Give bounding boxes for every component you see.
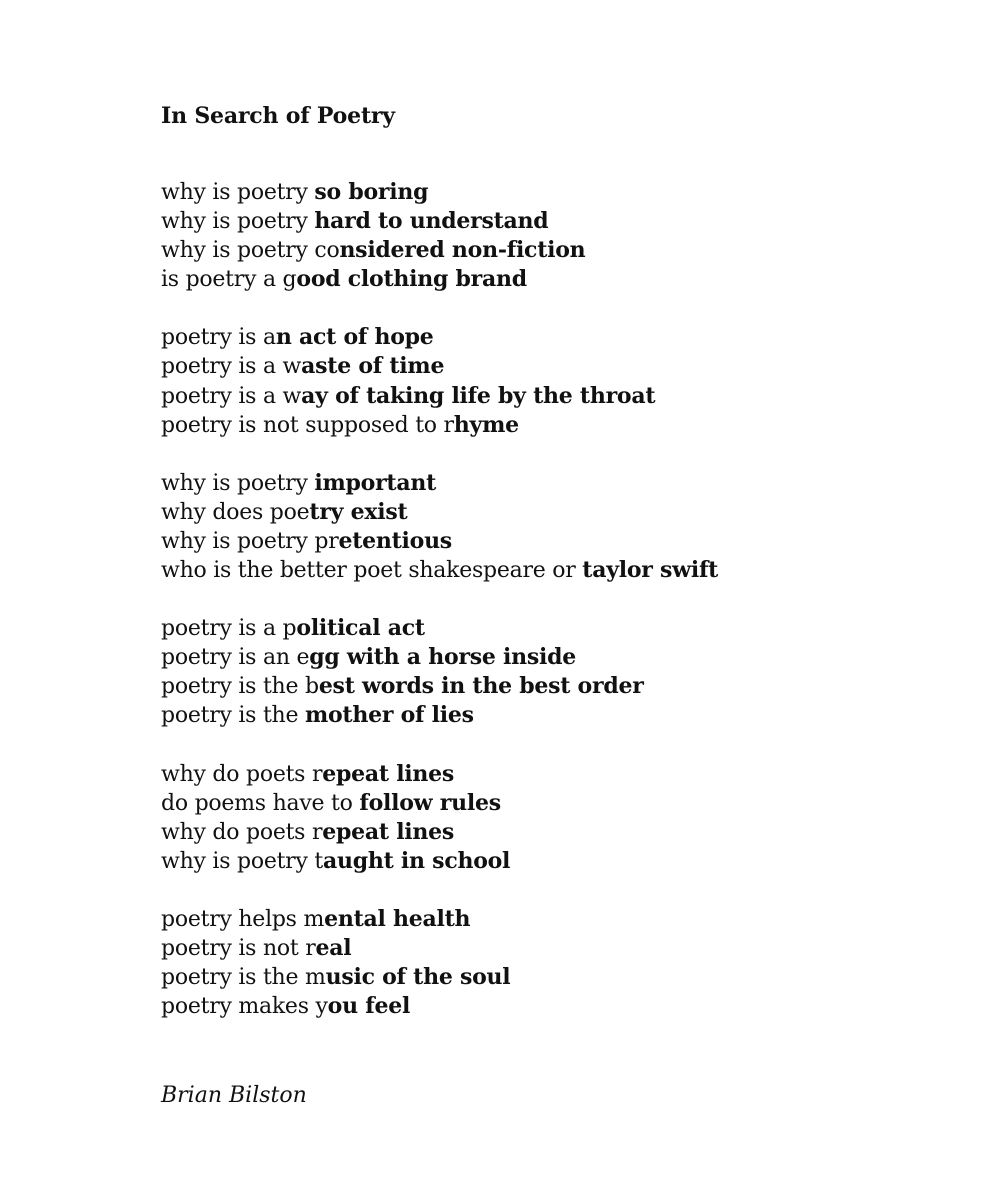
- line-bold-text: try exist: [309, 498, 408, 525]
- line-bold-text: olitical act: [296, 615, 425, 642]
- poem-line: [161, 265, 881, 294]
- poem-line: [161, 556, 881, 585]
- line-bold-text: aught in school: [322, 847, 511, 874]
- stanza: [161, 760, 881, 876]
- poem-line: [161, 178, 881, 207]
- line-bold-text: est words in the best order: [318, 673, 644, 700]
- line-bold-text: epeat lines: [322, 760, 455, 787]
- line-bold-text: follow rules: [359, 789, 501, 816]
- line-plain-text: why is poetry: [161, 470, 315, 496]
- poem-line: [161, 411, 881, 440]
- line-bold-text: gg with a horse inside: [309, 644, 576, 671]
- poem-line: [161, 352, 881, 381]
- poem-line: [161, 527, 881, 556]
- line-bold-text: etentious: [338, 527, 452, 554]
- line-bold-text: so boring: [314, 179, 429, 205]
- poem-body: [161, 178, 881, 1050]
- poem-line: [161, 236, 881, 265]
- poem-line: [161, 643, 881, 672]
- poem-line: [161, 469, 881, 498]
- poem-line: [161, 992, 881, 1021]
- poem-line: [161, 614, 881, 643]
- line-plain-text: why is poetry pr: [161, 528, 339, 554]
- line-bold-text: nsidered non-fiction: [339, 237, 586, 264]
- poem-line: [161, 382, 881, 411]
- line-plain-text: poetry is an e: [161, 645, 310, 671]
- poem-title: In Search of Poetry: [161, 103, 395, 129]
- line-plain-text: poetry is not r: [161, 935, 316, 961]
- poem-line: [161, 701, 881, 730]
- stanza: [161, 614, 881, 730]
- line-bold-text: n act of hope: [275, 324, 434, 351]
- stanza: [161, 905, 881, 1021]
- line-plain-text: why do poets r: [161, 761, 323, 787]
- line-plain-text: poetry makes y: [161, 994, 328, 1020]
- line-bold-text: ay of taking life by the throat: [301, 382, 656, 409]
- poem-line: [161, 905, 881, 934]
- line-plain-text: poetry is the b: [161, 674, 319, 700]
- line-plain-text: poetry is a p: [161, 616, 297, 642]
- line-plain-text: who is the better poet shakespeare or: [161, 558, 583, 584]
- line-plain-text: poetry is a: [161, 325, 276, 351]
- line-bold-text: aste of time: [301, 353, 445, 380]
- line-plain-text: why do poets r: [161, 819, 323, 845]
- line-plain-text: poetry is the: [161, 703, 305, 729]
- line-plain-text: why is poetry t: [161, 848, 323, 874]
- line-plain-text: why is poetry: [161, 209, 315, 235]
- line-plain-text: poetry helps m: [161, 906, 325, 932]
- line-plain-text: is poetry a g: [161, 267, 297, 293]
- poem-line: [161, 498, 881, 527]
- line-bold-text: ental health: [324, 905, 471, 932]
- line-bold-text: hyme: [453, 411, 519, 438]
- line-bold-text: taylor swift: [582, 557, 719, 584]
- poem-line: [161, 789, 881, 818]
- poem-line: [161, 323, 881, 352]
- line-bold-text: hard to understand: [314, 208, 549, 235]
- line-plain-text: why is poetry: [161, 180, 315, 205]
- line-bold-text: epeat lines: [322, 818, 455, 845]
- line-plain-text: poetry is a w: [161, 354, 302, 380]
- line-bold-text: usic of the soul: [325, 964, 511, 991]
- stanza: [161, 323, 881, 439]
- line-plain-text: poetry is a w: [161, 383, 302, 409]
- poem-line: [161, 847, 881, 876]
- line-bold-text: important: [314, 469, 436, 496]
- poem-line: [161, 818, 881, 847]
- line-plain-text: poetry is the m: [161, 965, 326, 991]
- line-plain-text: do poems have to: [161, 790, 360, 816]
- poem-line: [161, 672, 881, 701]
- poem-line: [161, 760, 881, 789]
- line-plain-text: why is poetry co: [161, 238, 340, 264]
- line-plain-text: poetry is not supposed to r: [161, 412, 454, 438]
- stanza: [161, 178, 881, 294]
- line-bold-text: eal: [315, 934, 352, 961]
- line-bold-text: ood clothing brand: [296, 266, 527, 293]
- poem-line: [161, 207, 881, 236]
- line-bold-text: ou feel: [327, 993, 411, 1020]
- poem-line: [161, 963, 881, 992]
- poem-line: [161, 934, 881, 963]
- line-plain-text: why does poe: [161, 499, 310, 525]
- author-name: Brian Bilston: [161, 1083, 307, 1108]
- line-bold-text: mother of lies: [304, 702, 474, 729]
- stanza: [161, 469, 881, 585]
